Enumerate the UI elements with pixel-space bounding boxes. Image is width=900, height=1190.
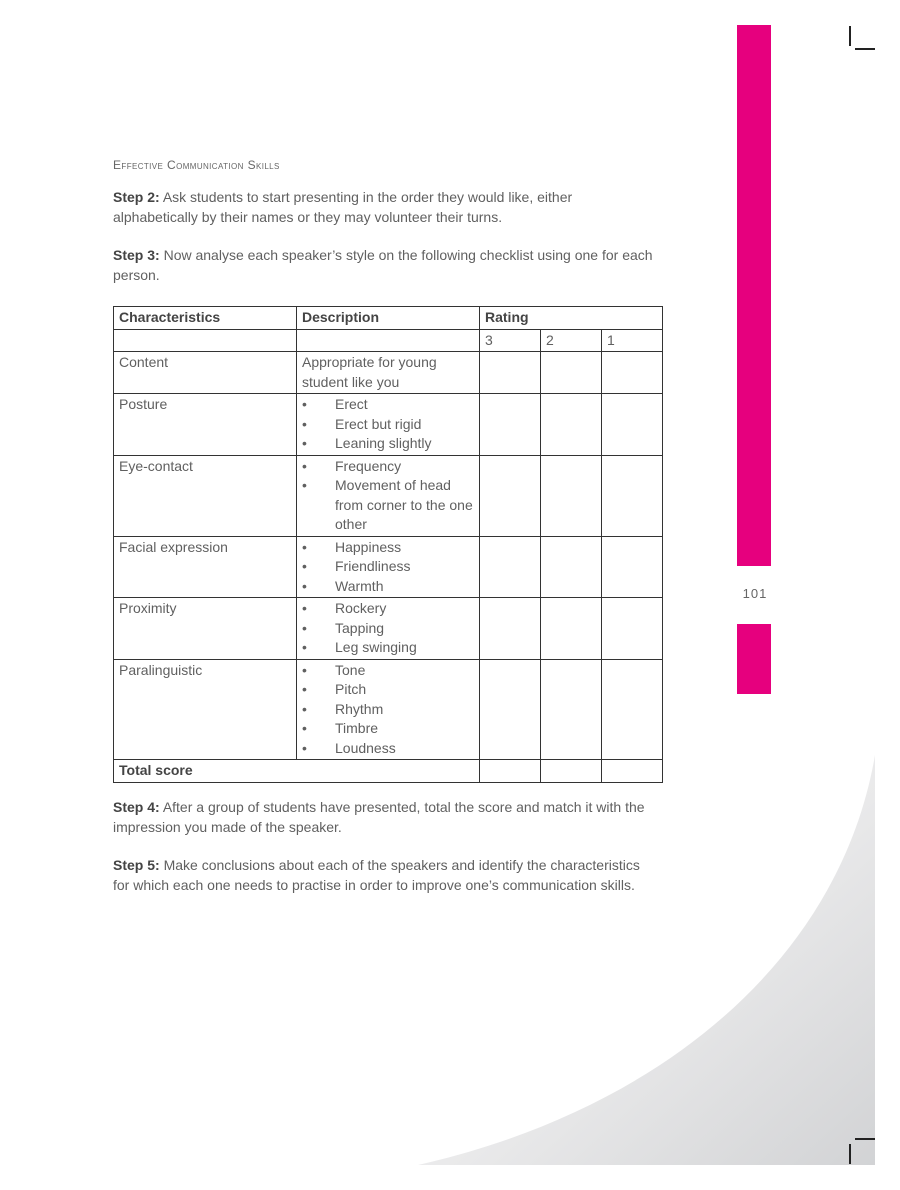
header-description: Description <box>297 307 480 330</box>
rating-cell-1[interactable] <box>602 659 663 760</box>
page-number: 101 <box>742 586 768 601</box>
rating-cell-1[interactable] <box>602 394 663 456</box>
list-item: • Pitch <box>302 680 474 700</box>
table-header-row <box>114 307 663 330</box>
description-cell <box>297 394 480 456</box>
rating-cell-1[interactable] <box>602 598 663 660</box>
step-3-text: Now analyse each speaker’s style on the following checklist using one for each person. <box>113 247 653 283</box>
header-rating: Rating <box>480 307 663 330</box>
crop-mark-top-vertical <box>849 26 851 46</box>
header-characteristics: Characteristics <box>114 307 297 330</box>
characteristic-cell: Eye-contact <box>114 455 297 536</box>
crop-mark-bottom-horizontal <box>855 1138 875 1140</box>
step-4-paragraph <box>113 798 653 837</box>
description-cell <box>297 598 480 660</box>
step-2-paragraph <box>113 188 653 227</box>
rating-cell-3[interactable] <box>480 598 541 660</box>
step-3-paragraph <box>113 246 653 285</box>
rating-2-header: 2 <box>541 329 602 352</box>
characteristic-cell: Paralinguistic <box>114 659 297 760</box>
rating-cell-2[interactable] <box>541 536 602 598</box>
characteristic-cell: Posture <box>114 394 297 456</box>
description-cell <box>297 536 480 598</box>
crop-mark-bottom-vertical <box>849 1144 851 1164</box>
list-item: • Frequency <box>302 457 474 477</box>
table-row <box>114 659 663 760</box>
accent-bar-bottom <box>737 624 771 694</box>
description-cell <box>297 659 480 760</box>
step-5-label: Step 5: <box>113 857 160 873</box>
step-2-label: Step 2: <box>113 189 160 205</box>
step-4-label: Step 4: <box>113 799 160 815</box>
list-item: • Timbre <box>302 719 474 739</box>
rating-cell-2[interactable] <box>541 394 602 456</box>
description-cell <box>297 455 480 536</box>
step-4-text: After a group of students have presented, total the score and match it with the impression you made of the speaker. <box>113 799 645 835</box>
accent-bar-top <box>737 25 771 566</box>
table-row <box>114 352 663 394</box>
rating-1-header: 1 <box>602 329 663 352</box>
running-header: Effective Communication Skills <box>113 158 280 172</box>
list-item: • Warmth <box>302 577 474 597</box>
checklist-table <box>113 306 663 783</box>
list-item: • Leaning slightly <box>302 434 474 454</box>
total-score-label: Total score <box>114 760 480 783</box>
list-item: • Erect <box>302 395 474 415</box>
table-row <box>114 394 663 456</box>
rating-cell-3[interactable] <box>480 536 541 598</box>
list-item: • Erect but rigid <box>302 415 474 435</box>
rating-cell-1[interactable] <box>602 352 663 394</box>
rating-cell-1[interactable] <box>602 536 663 598</box>
total-cell-2[interactable] <box>541 760 602 783</box>
empty-cell <box>114 329 297 352</box>
rating-cell-2[interactable] <box>541 659 602 760</box>
table-row <box>114 598 663 660</box>
step-5-paragraph <box>113 856 653 895</box>
total-cell-3[interactable] <box>480 760 541 783</box>
list-item: • Rockery <box>302 599 474 619</box>
list-item: • Tone <box>302 661 474 681</box>
characteristic-cell: Proximity <box>114 598 297 660</box>
empty-cell <box>297 329 480 352</box>
list-item: • Friendliness <box>302 557 474 577</box>
rating-cell-3[interactable] <box>480 659 541 760</box>
description-cell: Appropriate for young student like you <box>297 352 480 394</box>
list-item: • Loudness <box>302 739 474 759</box>
list-item: • Rhythm <box>302 700 474 720</box>
rating-cell-1[interactable] <box>602 455 663 536</box>
step-5-text: Make conclusions about each of the speakers and identify the characteristics for which each one needs to practise in order to improve one’s communication skills. <box>113 857 640 893</box>
list-item: • Happiness <box>302 538 474 558</box>
total-cell-1[interactable] <box>602 760 663 783</box>
rating-scale-row <box>114 329 663 352</box>
rating-cell-3[interactable] <box>480 352 541 394</box>
list-item: • Leg swinging <box>302 638 474 658</box>
step-2-text: Ask students to start presenting in the order they would like, either alphabetically by their names or they may volunteer their turns. <box>113 189 573 225</box>
table-row <box>114 455 663 536</box>
rating-3-header: 3 <box>480 329 541 352</box>
characteristic-cell: Facial expression <box>114 536 297 598</box>
rating-cell-3[interactable] <box>480 394 541 456</box>
list-item: • Tapping <box>302 619 474 639</box>
table-row <box>114 536 663 598</box>
step-3-label: Step 3: <box>113 247 160 263</box>
rating-cell-3[interactable] <box>480 455 541 536</box>
rating-cell-2[interactable] <box>541 598 602 660</box>
rating-cell-2[interactable] <box>541 455 602 536</box>
characteristic-cell: Content <box>114 352 297 394</box>
list-item: • Movement of head from corner to the one other <box>302 476 474 535</box>
total-score-row <box>114 760 663 783</box>
rating-cell-2[interactable] <box>541 352 602 394</box>
crop-mark-top-horizontal <box>855 48 875 50</box>
